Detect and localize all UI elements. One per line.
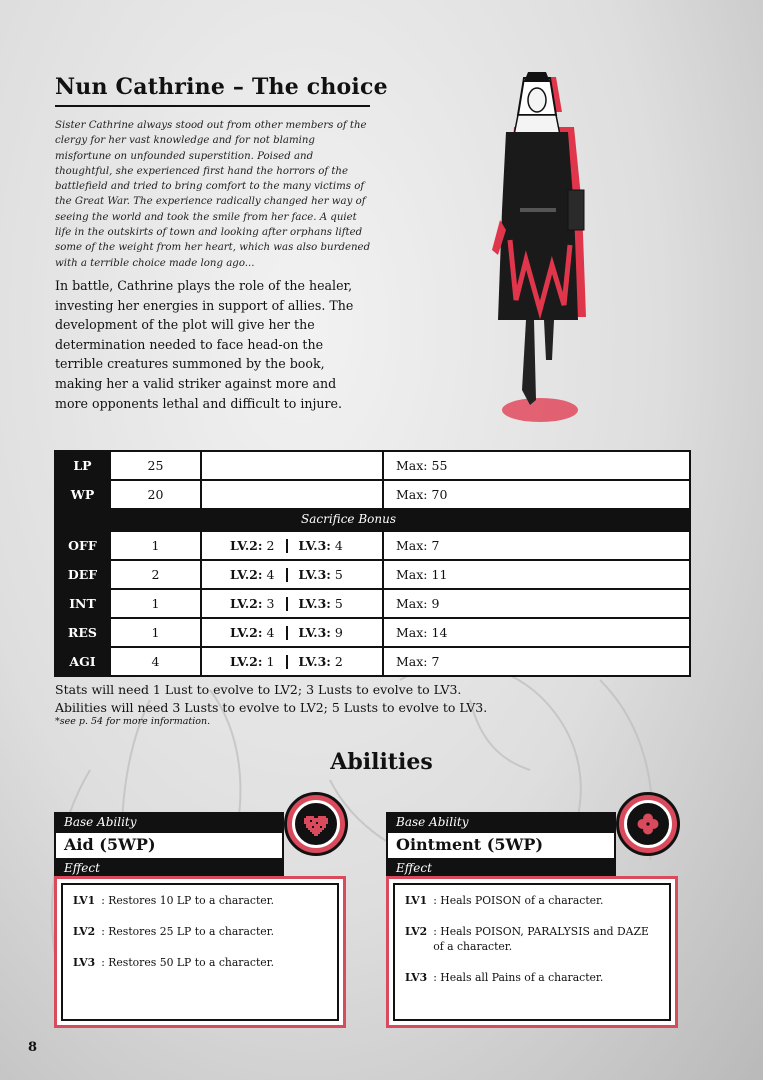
level-label: LV3 — [405, 971, 428, 984]
stats-table — [54, 450, 691, 677]
footnote: *see p. 54 for more information. — [55, 716, 211, 727]
stat-label: AGI — [69, 654, 96, 669]
card-name: Ointment (5WP) — [396, 835, 544, 854]
level-item — [405, 970, 661, 985]
level-item — [73, 893, 329, 908]
lv3-label: LV.3: — [298, 654, 331, 669]
level-text: : Restores 25 LP to a character. — [101, 925, 275, 938]
card-base-label: Base Ability — [396, 815, 469, 829]
level-label: LV3 — [73, 956, 96, 969]
level-list — [405, 893, 661, 1001]
intro-text: Sister Cathrine always stood out from other members of the clergy for her vast knowledge and for not blaming misfortune on unfounded superstition. Poised and thoughtful, she experienced first hand the horrors of the battlefield and tried to bring comfort to the many victims of the Great War. The experience radically changed her way of seeing the world and took the smile from her face. A quiet life in the outskirts of town and looking after orphans lifted some of the weight from her heart, which was also burdened with a terrible choice made long ago... — [55, 120, 371, 269]
level-text: : Restores 50 LP to a character. — [101, 956, 275, 969]
stat-bonus-empty — [202, 481, 382, 508]
stat-bonus-empty — [202, 452, 382, 479]
stat-value: 20 — [111, 481, 200, 508]
stat-value: 25 — [111, 452, 200, 479]
lv3-value: 4 — [334, 538, 343, 553]
page-number: 8 — [28, 1040, 38, 1055]
card-icon-badge — [616, 792, 680, 856]
card-icon-inner — [624, 800, 672, 848]
stat-row-agi — [54, 646, 691, 677]
lv3-label: LV.3: — [298, 596, 331, 611]
level-text: : Heals all Pains of a character. — [433, 971, 604, 984]
stat-max: Max: 11 — [384, 561, 689, 588]
card-header — [54, 812, 284, 878]
lv3-label: LV.3: — [298, 567, 331, 582]
role-paragraph: In battle, Cathrine plays the role of the healer, investing her energies in support of allies. The development of the plot will give her the determination needed to face head-on the terrible creatures summoned by the book, making her a valid striker against more and more opponents lethal and difficult to injure. — [55, 278, 354, 411]
lv2-label: LV.2: — [230, 538, 263, 553]
card-effect-label: Effect — [396, 861, 432, 875]
stat-levels — [202, 590, 382, 617]
lv3-label: LV.3: — [298, 625, 331, 640]
abilities-heading: Abilities — [330, 749, 433, 775]
level-list — [73, 893, 329, 986]
stat-max: Max: 70 — [384, 481, 689, 508]
level-text: : Heals POISON, PARALYSIS and DAZE of a character. — [433, 925, 649, 953]
clover-icon — [636, 812, 660, 836]
stat-row-lp — [54, 450, 691, 479]
lv3-value: 9 — [334, 625, 343, 640]
stat-max: Max: 55 — [384, 452, 689, 479]
stat-levels — [202, 532, 382, 559]
stat-value: 4 — [111, 648, 200, 675]
level-label: LV2 — [405, 925, 428, 938]
lv2-label: LV.2: — [230, 596, 263, 611]
stat-label: RES — [68, 625, 97, 640]
level-item — [73, 924, 329, 939]
stat-max: Max: 9 — [384, 590, 689, 617]
lv2-value: 1 — [266, 654, 275, 669]
lv2-label: LV.2: — [230, 654, 263, 669]
stat-row-off — [54, 530, 691, 559]
abilities-note: Abilities will need 3 Lusts to evolve to LV2; 5 Lusts to evolve to LV3. — [55, 699, 488, 715]
ability-card-ointment — [386, 812, 678, 1028]
stat-row-int — [54, 588, 691, 617]
stat-row-def — [54, 559, 691, 588]
stat-label: LP — [73, 458, 92, 473]
card-name-bar — [56, 833, 282, 858]
stat-value: 1 — [111, 590, 200, 617]
level-text: : Heals POISON of a character. — [433, 894, 604, 907]
card-icon-inner — [292, 800, 340, 848]
level-item — [405, 924, 661, 954]
lv2-value: 2 — [266, 538, 275, 553]
stat-value: 2 — [111, 561, 200, 588]
stats-note: Stats will need 1 Lust to evolve to LV2; 3 Lusts to evolve to LV3. — [55, 682, 462, 697]
level-item — [73, 955, 329, 970]
lv2-value: 4 — [266, 567, 275, 582]
stat-label: DEF — [67, 567, 98, 582]
card-name: Aid (5WP) — [64, 835, 156, 854]
card-effect-body — [386, 876, 678, 1028]
pixel-heart-icon — [304, 812, 328, 836]
page-title: Nun Cathrine – The choice — [55, 74, 388, 100]
stat-value: 1 — [111, 532, 200, 559]
stat-levels — [202, 561, 382, 588]
lv3-value: 5 — [334, 567, 343, 582]
card-name-bar — [388, 833, 614, 858]
card-effect-label: Effect — [64, 861, 100, 875]
stat-max: Max: 7 — [384, 648, 689, 675]
lv3-label: LV.3: — [298, 538, 331, 553]
stat-max: Max: 7 — [384, 532, 689, 559]
stat-levels — [202, 619, 382, 646]
stat-label: WP — [70, 487, 95, 502]
stat-row-res — [54, 617, 691, 646]
level-text: : Restores 10 LP to a character. — [101, 894, 275, 907]
lv3-value: 2 — [334, 654, 343, 669]
ability-card-aid — [54, 812, 346, 1028]
level-label: LV1 — [405, 894, 428, 907]
stat-max: Max: 14 — [384, 619, 689, 646]
card-icon-badge — [284, 792, 348, 856]
level-label: LV1 — [73, 894, 96, 907]
card-base-label: Base Ability — [64, 815, 137, 829]
stat-label: OFF — [68, 538, 97, 553]
nun-portrait — [470, 60, 610, 440]
lv2-value: 3 — [266, 596, 275, 611]
stat-levels — [202, 648, 382, 675]
level-label: LV2 — [73, 925, 96, 938]
lv2-value: 4 — [266, 625, 275, 640]
stat-row-wp — [54, 479, 691, 508]
card-effect-body — [54, 876, 346, 1028]
sacrifice-bonus-header — [54, 508, 691, 530]
stat-value: 1 — [111, 619, 200, 646]
stat-label: INT — [69, 596, 96, 611]
evolution-notes — [55, 681, 487, 728]
level-item — [405, 893, 661, 908]
sacrifice-bonus-label: Sacrifice Bonus — [301, 512, 396, 526]
card-header — [386, 812, 616, 878]
lv3-value: 5 — [334, 596, 343, 611]
lv2-label: LV.2: — [230, 567, 263, 582]
lv2-label: LV.2: — [230, 625, 263, 640]
title-rule — [55, 105, 370, 107]
